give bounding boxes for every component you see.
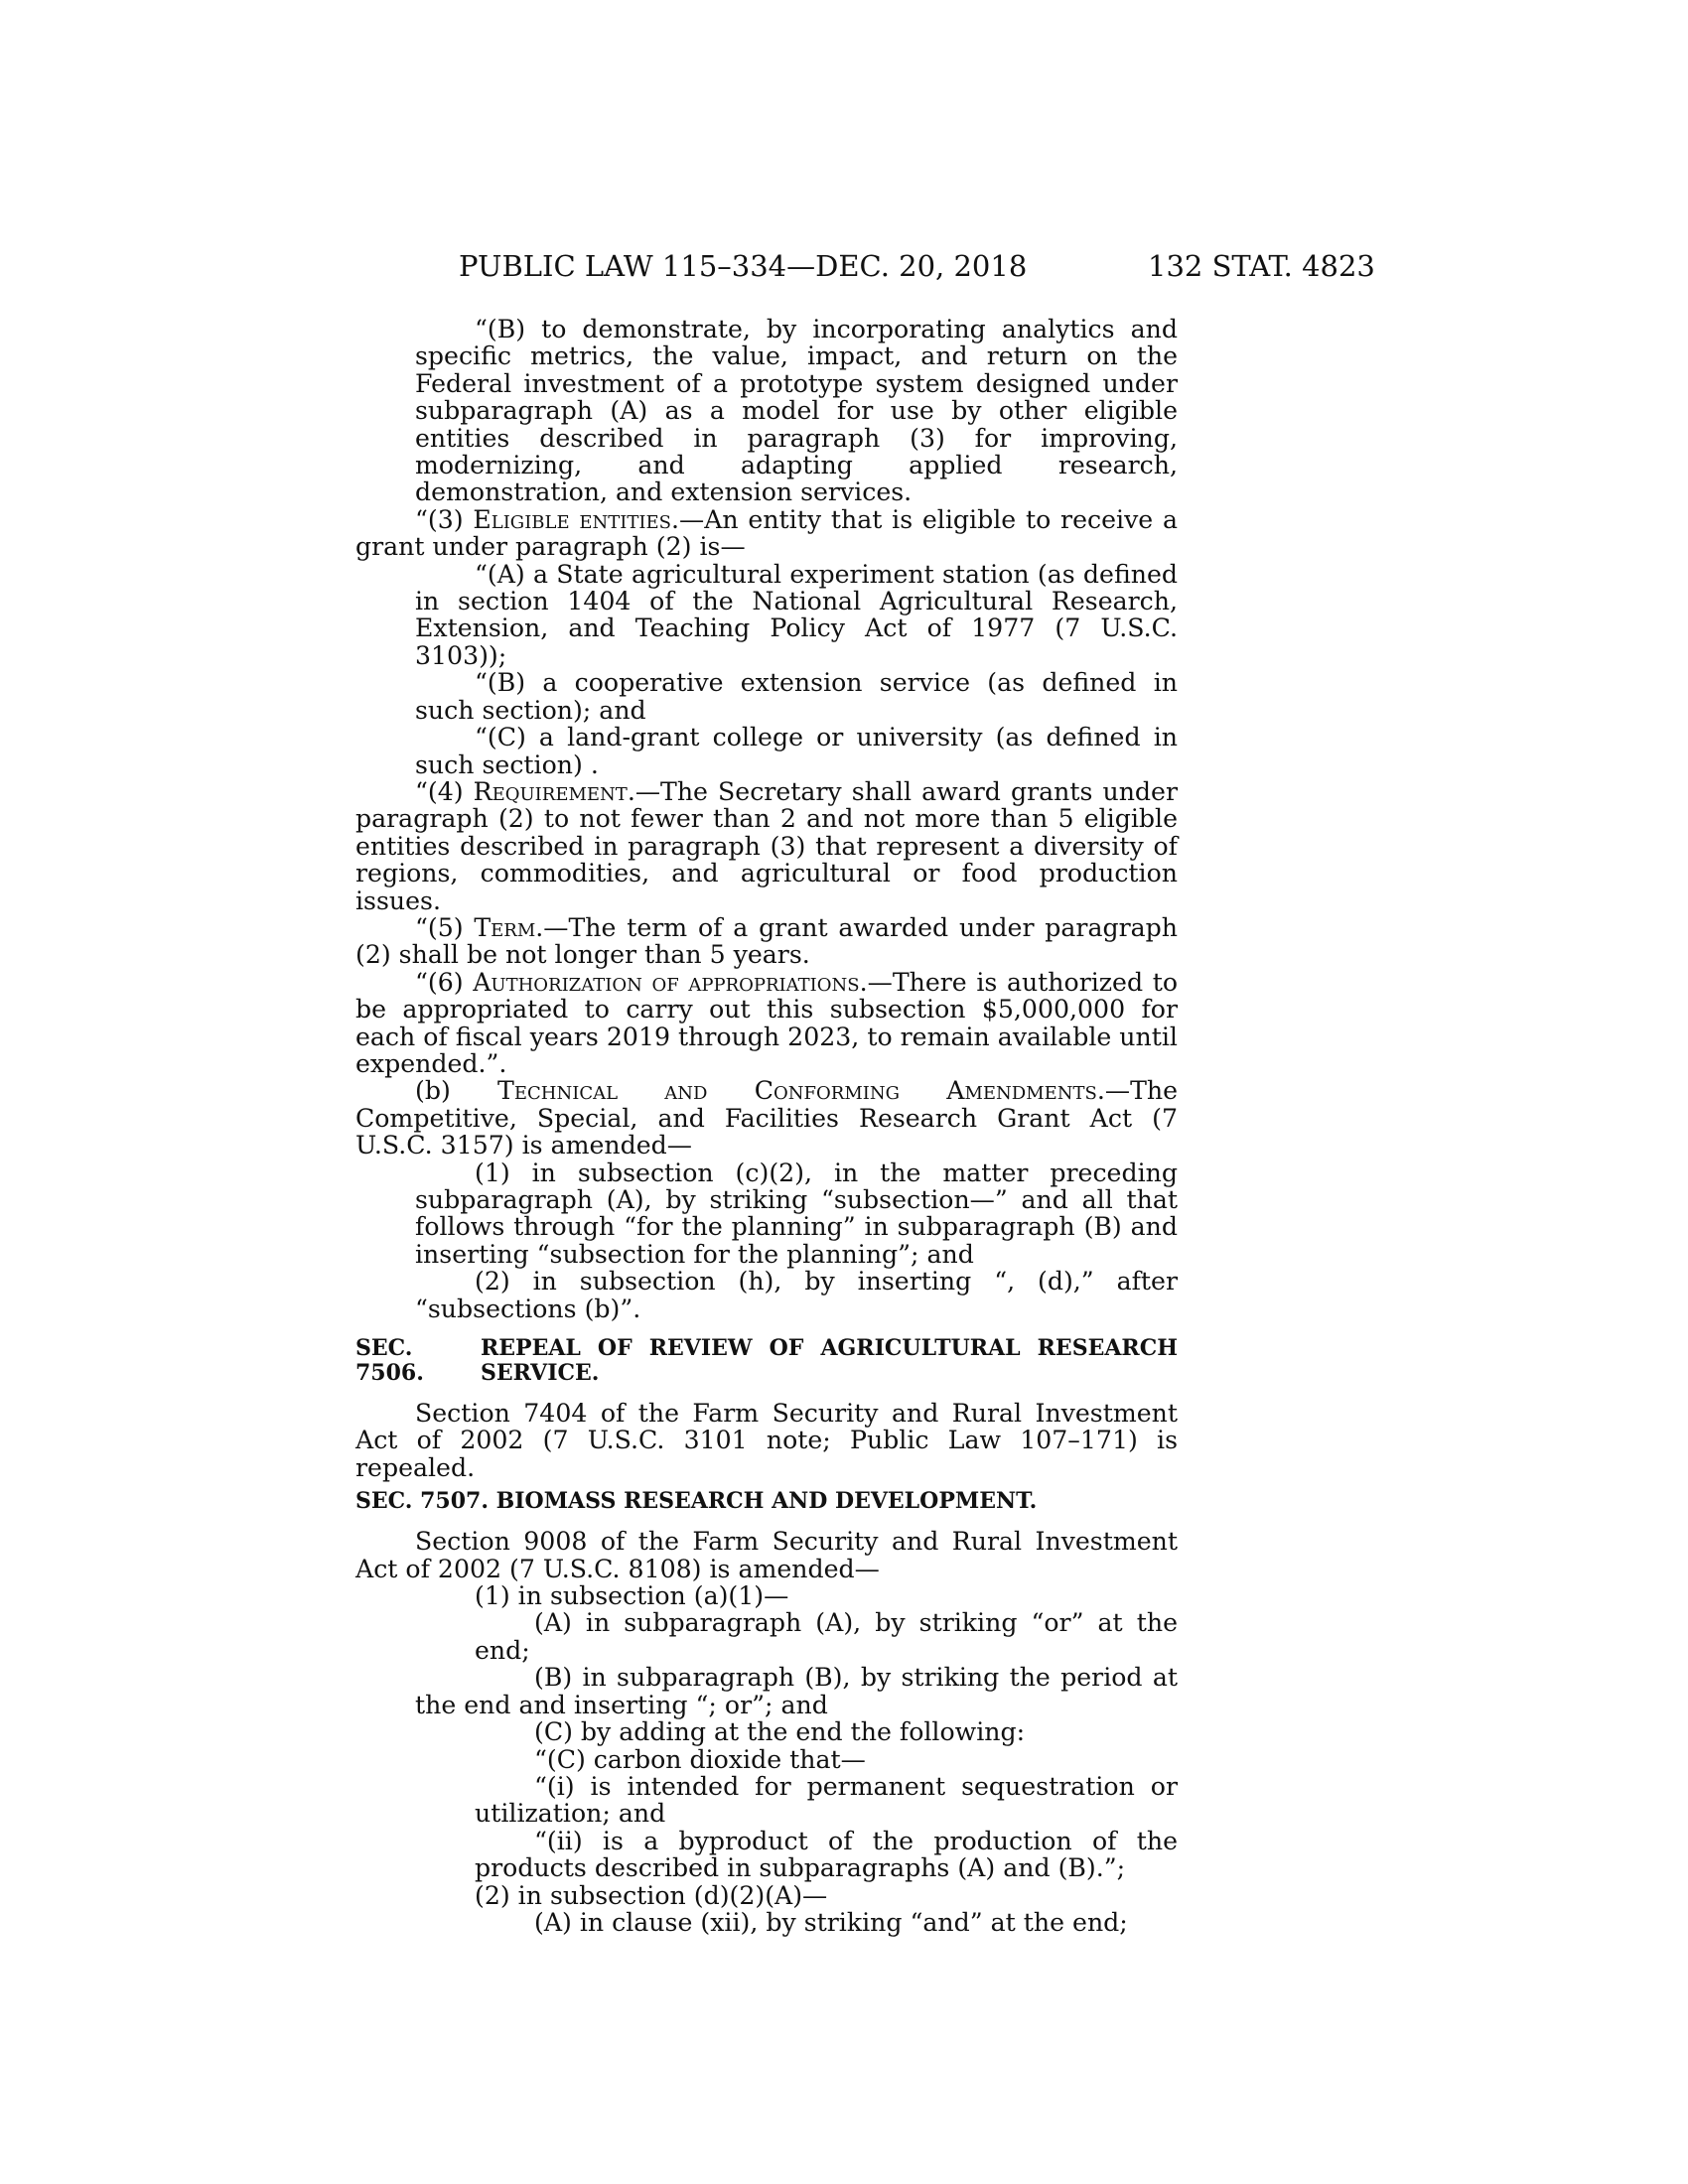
subparagraph-3b: “(B) a cooperative extension service (as defined in such section); and	[415, 668, 1178, 725]
amendment-b1: (1) in subsection (c)(2), in the matter preceding subparagraph (A), by striking “subsection—” and all that follows through “for the planning” in subparagraph (B) and inserting “subsection for the planning”; and	[415, 1158, 1178, 1269]
inserted-subparagraph-c: “(C) carbon dioxide that—	[534, 1744, 866, 1774]
paragraph-heading: Term	[474, 912, 536, 942]
paragraph-heading: Requirement	[473, 776, 628, 806]
amendment-2: (2) in subsection (d)(2)(A)—	[475, 1880, 828, 1910]
amendment-1b: (B) in subparagraph (B), by striking the period at the end and inserting “; or”; and	[415, 1663, 1178, 1719]
paragraph-text: .—The Competitive, Special, and Facilities Research Grant Act (7 U.S.C. 3157) is amended—	[355, 1076, 1178, 1160]
inserted-clause-ii: “(ii) is a byproduct of the production of the products described in subparagraphs (A) and (B).”;	[475, 1826, 1178, 1883]
paragraph-6-authorization	[355, 969, 1178, 1078]
subparagraph-3a: “(A) a State agricultural experiment station (as defined in section 1404 of the National Agricultural Research, Extension, and Teaching Policy Act of 1977 (7 U.S.C. 3103));	[415, 559, 1178, 670]
amendment-1c: (C) by adding at the end the following:	[534, 1717, 1026, 1747]
paragraph-number: “(3)	[415, 504, 474, 534]
paragraph-heading: Authorization of appropriations	[473, 967, 860, 997]
section-label: SEC. 7506.	[355, 1335, 424, 1387]
section-7507-text: Section 9008 of the Farm Security and Rural Investment Act of 2002 (7 U.S.C. 8108) is amended—	[355, 1527, 1178, 1583]
inserted-clause-i: “(i) is intended for permanent sequestration or utilization; and	[475, 1771, 1178, 1829]
section-title: SEC. 7507. BIOMASS RESEARCH AND DEVELOPMENT.	[355, 1488, 1038, 1515]
paragraph-4-requirement	[355, 778, 1178, 914]
paragraph-number: “(6)	[415, 967, 474, 997]
paragraph-text: .—The Secretary shall award grants under paragraph (2) to not fewer than 2 and not more than 5 eligible entities described in paragraph (3) that represent a diversity of regions, commodities, and agricultural or food production issues.	[355, 776, 1179, 915]
paragraph-heading: Eligible entities	[473, 504, 672, 534]
paragraph-number: (b)	[415, 1076, 498, 1106]
section-7506-text: Section 7404 of the Farm Security and Rural Investment Act of 2002 (7 U.S.C. 3101 note; Public Law 107–171) is repealed.	[355, 1399, 1178, 1482]
document-body	[355, 316, 1178, 1936]
paragraph-text: .—The term of a grant awarded under paragraph (2) shall be not longer than 5 years.	[355, 912, 1179, 970]
paragraph-heading: Technical and Conforming Amendments	[497, 1076, 1097, 1106]
section-7507-heading	[355, 1489, 1178, 1514]
statute-page-number: 132 STAT. 4823	[1148, 249, 1375, 283]
subsection-b-technical-amendments	[355, 1077, 1178, 1159]
amendment-1a: (A) in subparagraph (A), by striking “or” at the end;	[475, 1608, 1178, 1665]
page-header	[0, 246, 1688, 286]
amendment-2a: (A) in clause (xii), by striking “and” at the end;	[534, 1907, 1128, 1937]
section-7506-heading	[355, 1336, 1178, 1386]
paragraph-text: .—An entity that is eligible to receive a grant under paragraph (2) is—	[355, 504, 1179, 562]
subparagraph-3c: “(C) a land-grant college or university (as defined in such section) .	[415, 723, 1178, 779]
section-title: REPEAL OF REVIEW OF AGRICULTURAL RESEARCH SERVICE.	[481, 1335, 1178, 1387]
running-head-title: PUBLIC LAW 115–334—DEC. 20, 2018	[459, 249, 1028, 283]
amendment-1: (1) in subsection (a)(1)—	[475, 1581, 789, 1611]
subparagraph-b: “(B) to demonstrate, by incorporating analytics and specific metrics, the value, impact, and return on the Federal investment of a prototype system designed under subparagraph (A) as a model for use by other eligible entities described in paragraph (3) for improving, modernizing, and adapting applied research, demonstration, and extension services.	[415, 315, 1178, 507]
amendment-b2: (2) in subsection (h), by inserting “, (d),” after “subsections (b)”.	[415, 1267, 1178, 1323]
paragraph-3-eligible-entities	[355, 506, 1178, 561]
paragraph-number: “(4)	[415, 776, 474, 806]
paragraph-number: “(5)	[415, 912, 475, 942]
paragraph-5-term	[355, 914, 1178, 969]
paragraph-text: .—There is authorized to be appropriated to carry out this subsection $5,000,000 for each of fiscal years 2019 through 2023, to remain available until expended.”.	[355, 967, 1179, 1078]
